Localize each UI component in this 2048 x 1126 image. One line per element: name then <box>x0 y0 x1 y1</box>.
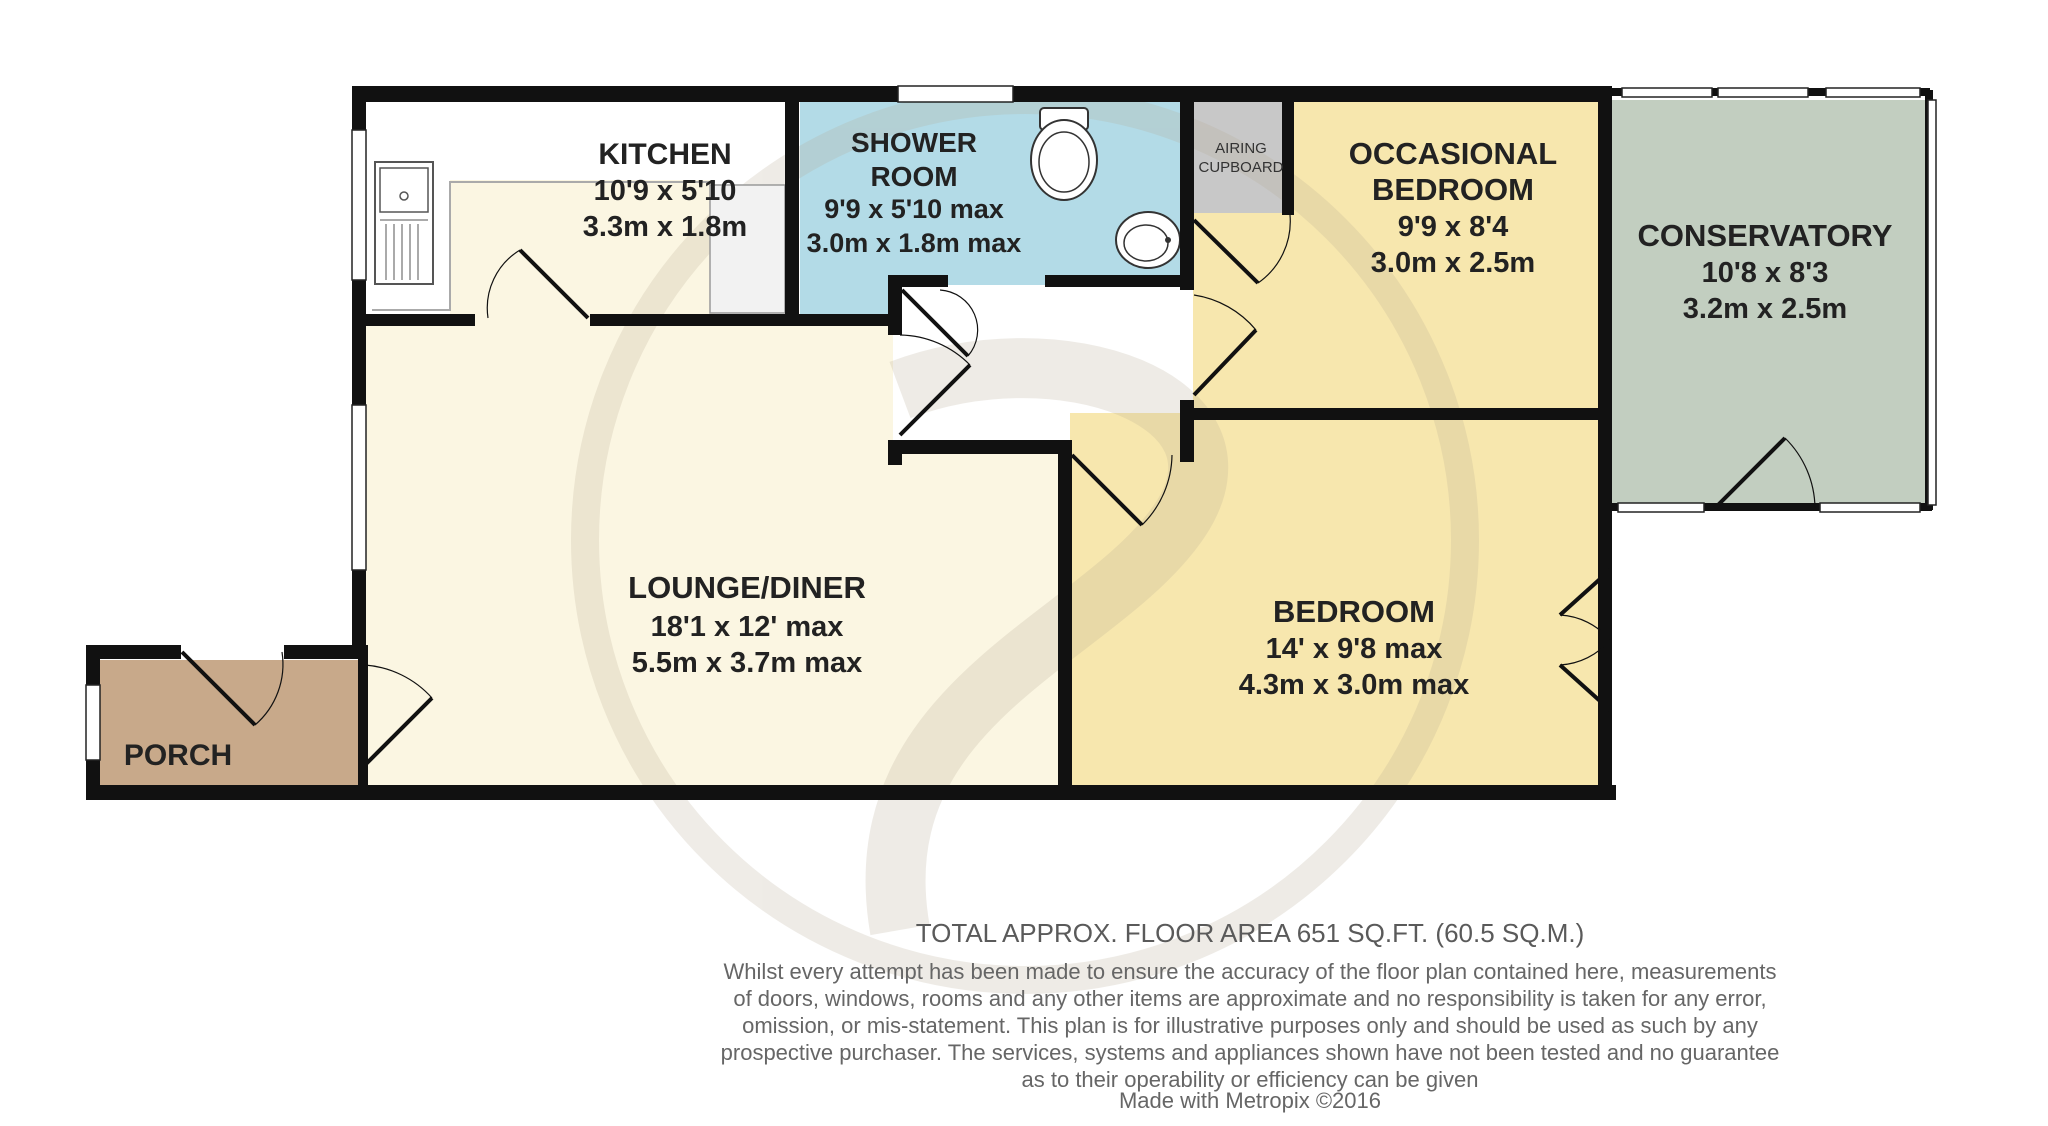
lounge-diner-imperial: 18'1 x 12' max <box>650 611 844 643</box>
bedroom-metric: 4.3m x 3.0m max <box>1238 669 1470 701</box>
disclaimer-line: prospective purchaser. The services, systems and appliances shown have not been tested and no guarantee <box>720 1040 1780 1065</box>
conservatory-imperial: 10'8 x 8'3 <box>1701 257 1829 289</box>
kitchen-name: KITCHEN <box>598 138 732 171</box>
disclaimer-line: of doors, windows, rooms and any other items are approximate and no responsibility is taken for any error, <box>733 986 1767 1011</box>
porch-name: PORCH <box>123 739 233 772</box>
bedroom-imperial: 14' x 9'8 max <box>1265 633 1443 665</box>
basin-icon <box>1116 212 1180 268</box>
shower-room-name-2: ROOM <box>870 161 958 192</box>
occasional-bedroom-name-1: OCCASIONAL <box>1348 136 1558 171</box>
disclaimer-line: as to their operability or efficiency can be given <box>1021 1067 1479 1092</box>
shower-room-name-1: SHOWER <box>851 127 977 158</box>
sink-icon <box>375 162 433 284</box>
airing-cupboard-label-1: AIRING <box>1215 140 1267 157</box>
airing-cupboard-label-2: CUPBOARD <box>1198 159 1284 176</box>
conservatory-name: CONSERVATORY <box>1637 218 1893 253</box>
bedroom-name: BEDROOM <box>1273 594 1435 629</box>
shower-room-metric: 3.0m x 1.8m max <box>806 228 1022 258</box>
conservatory-metric: 3.2m x 2.5m <box>1682 293 1848 325</box>
occasional-bedroom-name-2: BEDROOM <box>1372 172 1534 207</box>
kitchen-imperial: 10'9 x 5'10 <box>593 175 737 207</box>
metropix-credit: Made with Metropix ©2016 <box>1118 1088 1381 1113</box>
toilet-icon <box>1031 108 1097 200</box>
kitchen-metric: 3.3m x 1.8m <box>582 211 748 243</box>
total-floor-area: TOTAL APPROX. FLOOR AREA 651 SQ.FT. (60.5 SQ.M.) <box>915 918 1585 948</box>
occasional-bedroom-imperial: 9'9 x 8'4 <box>1397 211 1509 243</box>
shower-room-imperial: 9'9 x 5'10 max <box>824 194 1004 224</box>
lounge-diner-metric: 5.5m x 3.7m max <box>631 647 863 679</box>
disclaimer-line: Whilst every attempt has been made to ensure the accuracy of the floor plan contained here, measurements <box>723 959 1777 984</box>
occasional-bedroom-metric: 3.0m x 2.5m <box>1370 247 1536 279</box>
disclaimer-line: omission, or mis-statement. This plan is for illustrative purposes only and should be used as such by any <box>742 1013 1758 1038</box>
lounge-diner-name: LOUNGE/DINER <box>628 570 866 605</box>
disclaimer-text <box>600 958 1900 1093</box>
